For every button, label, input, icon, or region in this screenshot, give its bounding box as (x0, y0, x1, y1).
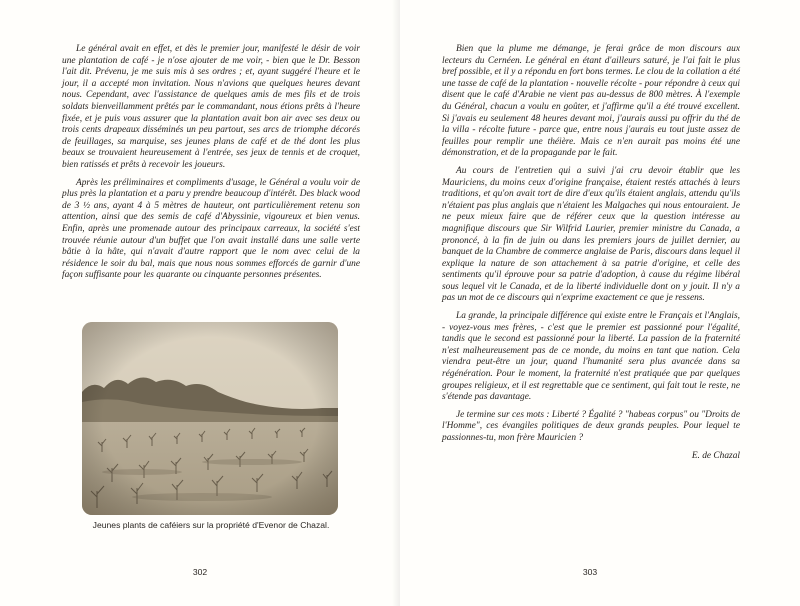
right-page-text (442, 44, 740, 462)
paragraph: Bien que la plume me démange, je ferai grâce de mon discours aux lecteurs du Cernéen. Le général en étant d'ailleurs saturé, je l'ai fait le plus bref possible, et il y a répondu en fort bons termes. Le clou de la collation a été une tasse de café de la plantation - nouvelle récolte - pour répondre à ceux qui disent que le café d'Arabie ne vient pas au-dessus de 800 mètres. À l'exemple du Général, chacun a voulu en goûter, et j'affirme qu'il a été trouvé excellent. Si j'avais eu seulement 48 heures devant moi, j'aurais aussi pu offrir du thé de la villa - récolte future - parce que, entre nous j'aurais eu tout juste assez de feuilles pour remplir une théière. Mais ce n'en aurait pas moins été une démonstration, et de la propagande par le fait. (442, 44, 740, 159)
paragraph: Le général avait en effet, et dès le premier jour, manifesté le désir de voir une plantation de café - je n'ose ajouter de me voir, - bien que le Dr. Besson l'ait dit. Prévenu, je me suis mis à ses ordres ; et, ayant suggéré l'heure et le jour, il a accepté mon invitation. Nous n'avions que quelques heures devant nous. Cependant, avec l'assistance de quelques amis de mes fils et de trois soldats bienveillamment prêtés par le commandant, nous étions prêts à l'heure fixée, et je puis vous assurer que la plantation avait bon air avec ses deux ou trois cents drapeaux disséminés un peu partout, ses arcs de triomphe décorés de feuillages, sa marquise, ses jeunes plans de café et de thé dont les plus beaux se trouvaient heureusement à l'entrée, ses jeux de tennis et de croquet, bien ratissés et prêts à recevoir les joueurs. (62, 44, 360, 170)
right-page (400, 0, 800, 606)
page-number-right: 303 (582, 567, 598, 577)
page-number-left: 302 (192, 567, 208, 577)
paragraph: La grande, la principale différence qui existe entre le Français et l'Anglais, - voyez-vous mes frères, - c'est que le premier est passionné pour l'égalité, tandis que le second est passionné pour la liberté. La passion de la fraternité n'est malheureusement pas de ce monde, du moins en tant que nation. Cela viendra peut-être un jour, quand l'humanité sera plus avancée dans sa régénération. Pour le moment, la fraternité n'est pratiquée que par quelques groupes religieux, et il est regrettable que ce sentiment, qui fait tout le reste, ne s'étende pas davantage. (442, 311, 740, 403)
left-page-text (62, 44, 360, 288)
signature: E. de Chazal (691, 450, 740, 461)
coffee-plantation-photo (82, 322, 338, 515)
photo-caption: Jeunes plants de caféiers sur la propriété d'Evenor de Chazal. (92, 520, 330, 530)
paragraph: Au cours de l'entretien qui a suivi j'ai cru devoir établir que les Mauriciens, du moins ceux d'origine française, étaient restés attachés à leurs traditions, et qu'on avait tort de dire d'eux qu'ils étaient anglais, attendu qu'ils n'étaient pas plus anglais que n'étaient les Malgaches qui nous entouraient. Je ne peux mieux faire que de référer ceux que la question intéresse au magnifique discours que Sir Wilfrid Laurier, premier ministre du Canada, a prononcé, à la fin de juin ou dans les premiers jours de juillet dernier, au banquet de la Chambre de commerce anglaise de Paris, discours dans lequel il explique la nature de son attachement à sa patrie d'origine, et celle des sentiments qu'il éprouve pour sa patrie d'adoption, à cause du régime libéral sous lequel vit le Canada, et de la liberté individuelle dont on y jouit. Il n'y a pas un mot de ce discours qui n'exprime exactement ce que je ressens. (442, 165, 740, 304)
photo-image (82, 322, 338, 515)
paragraph: Après les préliminaires et compliments d'usage, le Général a voulu voir de plus près la plantation et a paru y prendre beaucoup d'intérêt. Des black wood de 3 ½ ans, ayant 4 à 5 mètres de hauteur, ont particulièrement retenu son attention, ainsi que des semis de café d'Abyssinie, vigoureux et bien venus. Enfin, après une promenade autour des principaux carreaux, la société s'est trouvée réunie autour d'un buffet que l'on avait installé dans une salle verte bâtie à la hâte, qui n'avait d'autre rapport que le nom avec celui de la résidence le soir du bal, mais que nous nous sommes efforcés de garnir d'une façon suffisante pour les quarante ou cinquante personnes présentes. (62, 177, 360, 281)
paragraph: Je termine sur ces mots : Liberté ? Égalité ? "habeas corpus" ou "Droits de l'Homme", ces évangiles politiques de deux grands peuples. Pour lequel te passionnes-tu, mon frère Mauricien ? (442, 409, 740, 443)
